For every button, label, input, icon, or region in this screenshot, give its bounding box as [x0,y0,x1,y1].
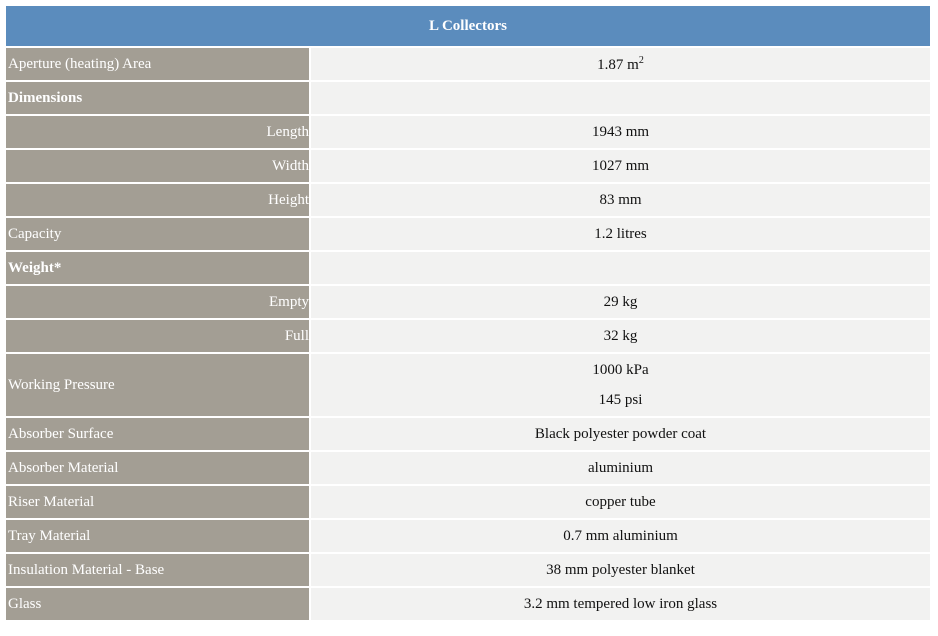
weight-label: Weight* [6,252,311,284]
aperture-unit-superscript: 2 [638,54,644,66]
row-riser-material [6,486,930,518]
insulation-base-label: Insulation Material - Base [6,554,311,586]
capacity-label: Capacity [6,218,311,250]
row-length [6,116,930,148]
specifications-table [6,4,930,622]
capacity-value: 1.2 litres [311,218,930,250]
absorber-surface-label: Absorber Surface [6,418,311,450]
row-dimensions [6,82,930,114]
aperture-value [311,48,930,80]
aperture-value-text: 1.87 m [597,56,639,73]
height-label: Height [6,184,311,216]
absorber-material-value: aluminium [311,452,930,484]
length-label: Length [6,116,311,148]
tray-material-value: 0.7 mm aluminium [311,520,930,552]
width-value: 1027 mm [311,150,930,182]
weight-value-empty [311,252,930,284]
riser-material-value: copper tube [311,486,930,518]
empty-weight-label: Empty [6,286,311,318]
row-width [6,150,930,182]
row-tray-material [6,520,930,552]
width-label: Width [6,150,311,182]
absorber-material-label: Absorber Material [6,452,311,484]
table-title: L Collectors [6,6,930,46]
full-weight-label: Full [6,320,311,352]
working-pressure-psi: 145 psi [598,392,643,408]
full-weight-value: 32 kg [311,320,930,352]
row-absorber-material [6,452,930,484]
height-value: 83 mm [311,184,930,216]
row-height [6,184,930,216]
aperture-label: Aperture (heating) Area [6,48,311,80]
glass-label: Glass [6,588,311,620]
working-pressure-value [311,354,930,416]
table-header-row [6,6,930,46]
insulation-base-value: 38 mm polyester blanket [311,554,930,586]
row-capacity [6,218,930,250]
glass-value: 3.2 mm tempered low iron glass [311,588,930,620]
length-value: 1943 mm [311,116,930,148]
working-pressure-kpa: 1000 kPa [592,362,649,378]
row-absorber-surface [6,418,930,450]
tray-material-label: Tray Material [6,520,311,552]
row-glass [6,588,930,620]
absorber-surface-value: Black polyester powder coat [311,418,930,450]
row-weight [6,252,930,284]
row-aperture-area [6,48,930,80]
row-full-weight [6,320,930,352]
row-empty-weight [6,286,930,318]
row-insulation-base [6,554,930,586]
dimensions-value-empty [311,82,930,114]
riser-material-label: Riser Material [6,486,311,518]
row-working-pressure [6,354,930,416]
dimensions-label: Dimensions [6,82,311,114]
empty-weight-value: 29 kg [311,286,930,318]
working-pressure-label: Working Pressure [6,354,311,416]
